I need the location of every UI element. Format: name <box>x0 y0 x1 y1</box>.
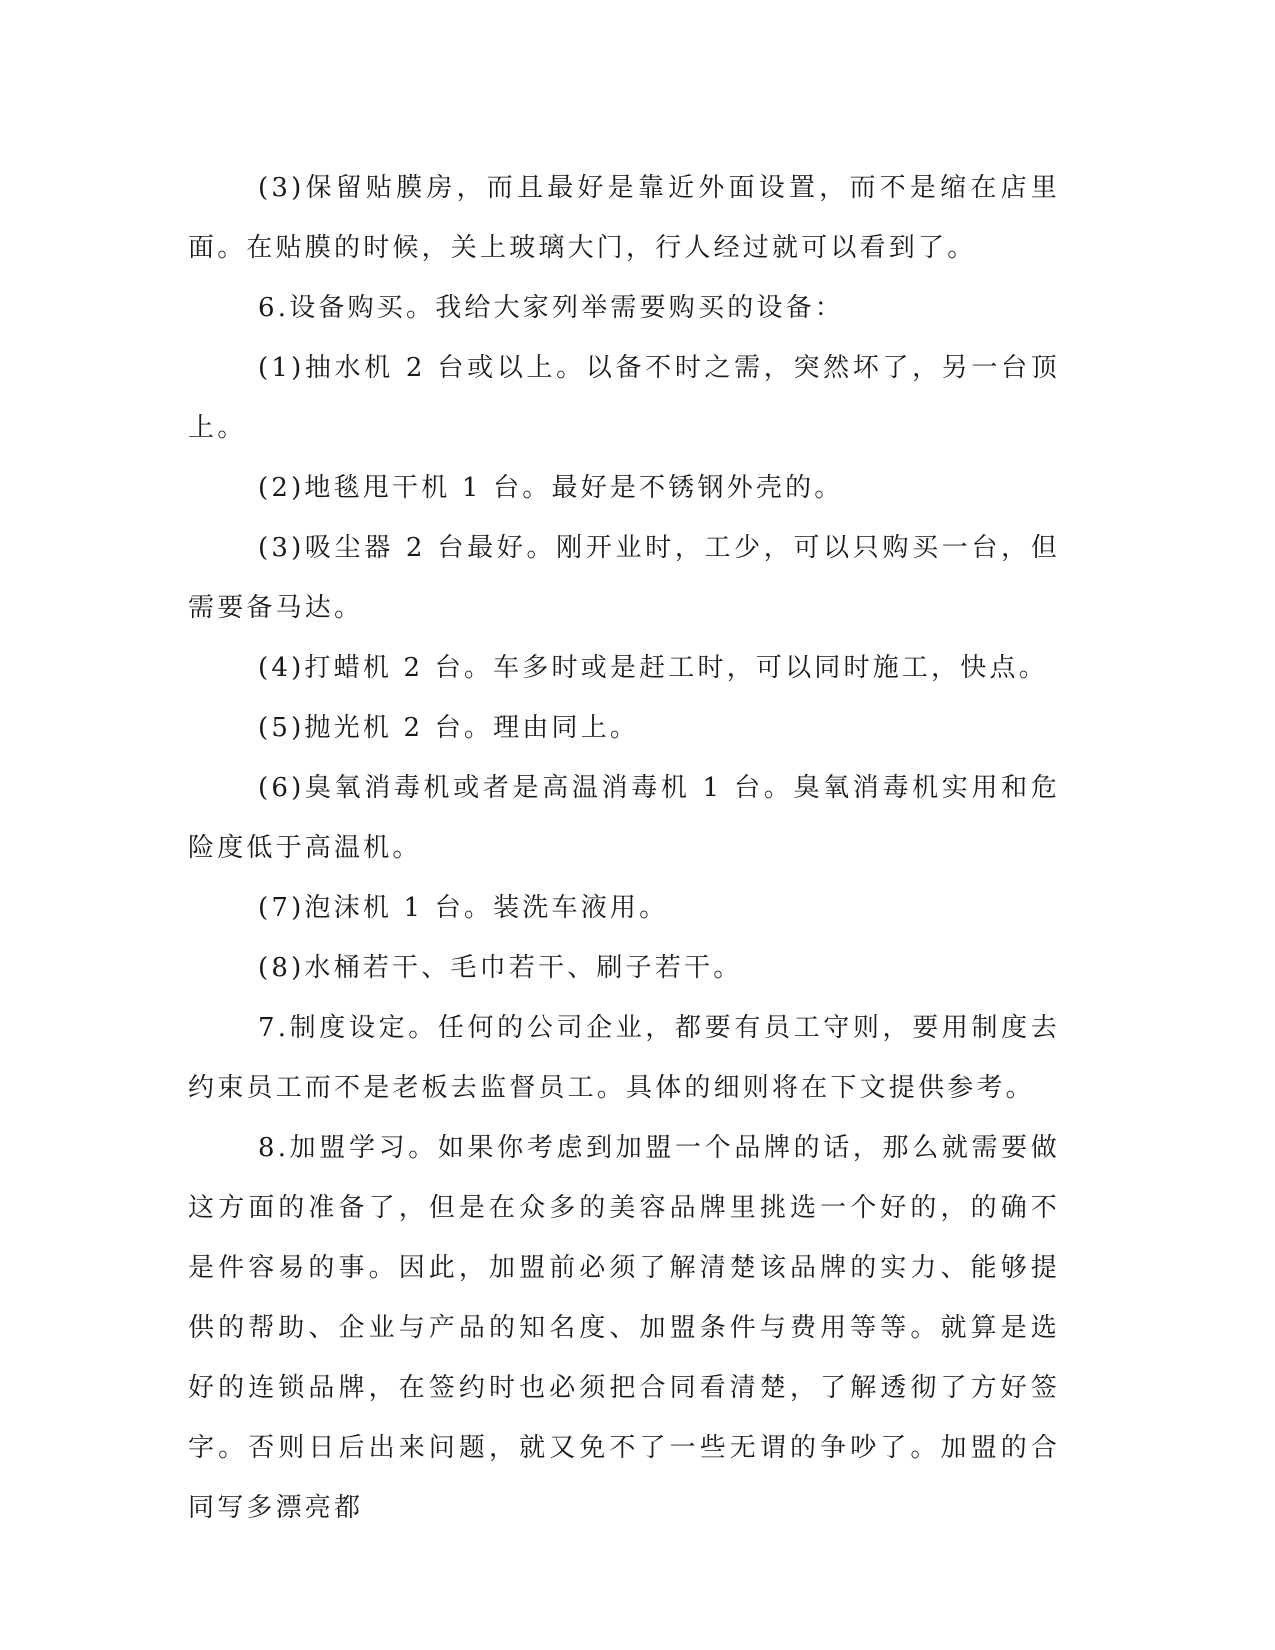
paragraph-franchise: 8.加盟学习。如果你考虑到加盟一个品牌的话，那么就需要做这方面的准备了，但是在众多的美容品牌里挑选一个好的，的确不是件容易的事。因此，加盟前必须了解清楚该品牌的实力、能够提供的帮助、企业与产品的知名度、加盟条件与费用等等。就算是选好的连锁品牌，在签约时也必须把合同看清楚，了解透彻了方好签字。否则日后出来问题，就又免不了一些无谓的争吵了。加盟的合同写多漂亮都 <box>188 1133 1060 1523</box>
document-body <box>188 158 1060 1538</box>
paragraph-item-buckets: (8)水桶若干、毛巾若干、刷子若干。 <box>258 953 743 983</box>
paragraph-film-room: (3)保留贴膜房，而且最好是靠近外面设置，而不是缩在店里面。在贴膜的时候，关上玻璃大门，行人经过就可以看到了。 <box>188 173 1060 263</box>
paragraph-item-waxer: (4)打蜡机 2 台。车多时或是赶工时，可以同时施工，快点。 <box>258 653 1048 683</box>
paragraph-rules: 7.制度设定。任何的公司企业，都要有员工守则，要用制度去约束员工而不是老板去监督员工。具体的细则将在下文提供参考。 <box>188 1013 1060 1103</box>
paragraph-item-polisher: (5)抛光机 2 台。理由同上。 <box>258 713 640 743</box>
paragraph-item-sterilizer: (6)臭氧消毒机或者是高温消毒机 1 台。臭氧消毒机实用和危险度低于高温机。 <box>188 773 1060 863</box>
paragraph-item-pump: (1)抽水机 2 台或以上。以备不时之需，突然坏了，另一台顶上。 <box>188 353 1060 443</box>
paragraph-item-vacuum: (3)吸尘器 2 台最好。刚开业时，工少，可以只购买一台，但需要备马达。 <box>188 533 1060 623</box>
paragraph-equipment-heading: 6.设备购买。我给大家列举需要购买的设备： <box>258 293 845 323</box>
paragraph-item-carpet-dryer: (2)地毯甩干机 1 台。最好是不锈钢外壳的。 <box>258 473 844 503</box>
paragraph-item-foam-machine: (7)泡沫机 1 台。装洗车液用。 <box>258 893 669 923</box>
